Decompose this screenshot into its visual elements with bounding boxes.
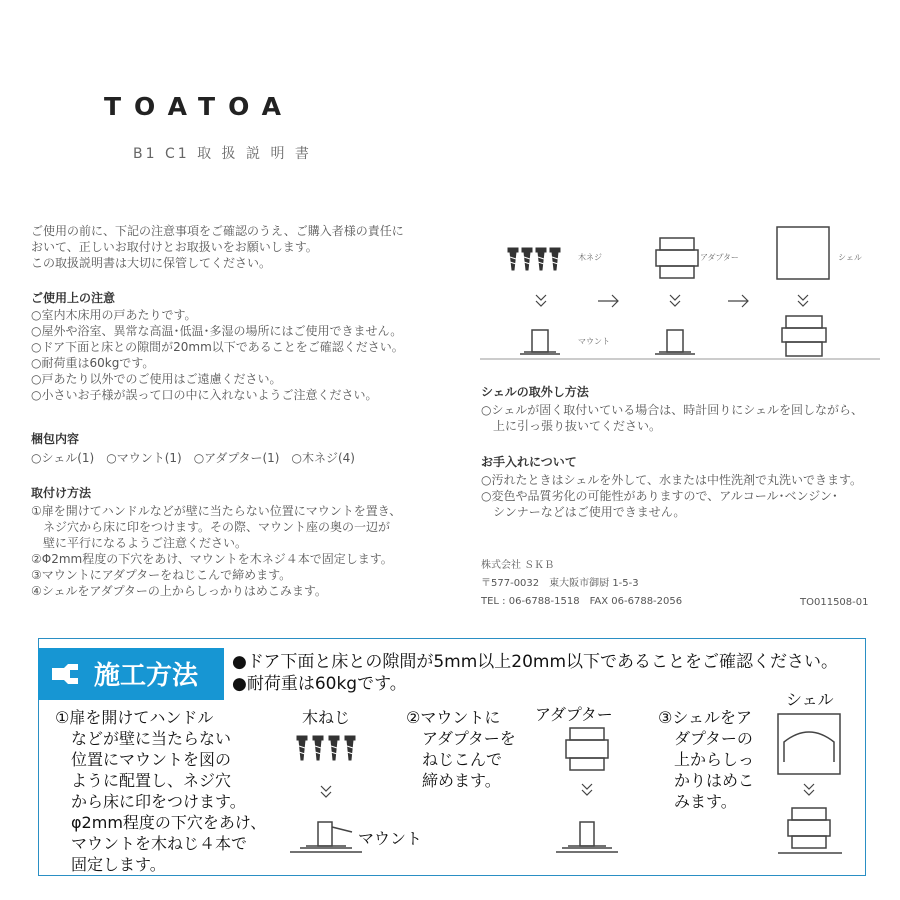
step-line: ダプターの (658, 729, 753, 748)
removal-line: 上に引っ張り抜いてください。 (481, 419, 662, 433)
step-line: ①扉を開けてハンドル (55, 708, 214, 727)
document-code: TO011508-01 (800, 597, 869, 608)
company-contact: TEL : 06-6788-1518 FAX 06-6788-2056 (481, 596, 683, 607)
step3-shell-label: シェル (786, 690, 834, 709)
install-step: ③マウントにアダプターをねじこんで締めます。 (31, 568, 292, 582)
intro-text (31, 223, 404, 271)
mount-icon (520, 330, 560, 354)
step-line: 位置にマウントを図の (55, 750, 232, 769)
chevron-down-icon (536, 295, 808, 306)
install-step: ①扉を開けてハンドルなどが壁に当たらない位置にマウントを置き、 (31, 504, 402, 518)
mount-icon (556, 822, 618, 852)
diagram-shell-label: シェル (838, 253, 862, 262)
intro-line: この取扱説明書は大切に保管してください。 (31, 256, 272, 270)
chevron-down-icon (804, 784, 814, 795)
caution-item: ○戸あたり以外でのご使用はご遠慮ください。 (31, 372, 282, 386)
arrow-right-icon (598, 295, 748, 307)
diagram-adapter-label: アダプター (700, 253, 739, 262)
diagram-screw-label: 木ネジ (578, 253, 602, 262)
caution-item: ○ドア下面と床との隙間が20mm以下であることをご確認ください。 (31, 340, 404, 354)
shell-icon (778, 714, 840, 774)
caution-item: ○屋外や浴室、異常な高温･低温･多湿の場所にはご使用できません。 (31, 324, 403, 338)
care-heading: お手入れについて (481, 455, 577, 469)
removal-line: ○シェルが固く取付いている場合は、時計回りにシェルを回しながら、 (481, 403, 863, 417)
assembled-stopper-icon (778, 808, 842, 853)
install-step: ④シェルをアダプターの上からしっかりはめこみます。 (31, 584, 327, 598)
cautions-heading: ご使用上の注意 (31, 291, 116, 305)
step-line: マウントを木ねじ４本で (55, 834, 248, 853)
caution-item: ○小さいお子様が誤って口の中に入れないようご注意ください。 (31, 388, 378, 402)
panel-note: ●耐荷重は60kgです。 (232, 674, 407, 694)
brand-logo: TOATOA (104, 92, 295, 121)
step-line: ねじこんで (406, 750, 503, 769)
step-line: 固定します。 (55, 855, 166, 874)
chevron-down-icon (321, 786, 331, 797)
step-line: アダプターを (406, 729, 516, 748)
install-step: ②Φ2mm程度の下穴をあけ、マウントを木ネジ４本で固定します。 (31, 552, 393, 566)
step1-mount-label: マウント (358, 829, 423, 848)
caution-item: ○室内木床用の戸あたりです。 (31, 308, 197, 322)
step-line: ように配置し、ネジ穴 (55, 771, 232, 790)
step-line: ③シェルをア (658, 708, 753, 727)
care-text (481, 472, 862, 520)
step-line: かりはめこ (658, 771, 755, 790)
document-subtitle: B1 C1 取 扱 説 明 書 (133, 146, 312, 162)
install-step: 壁に平行になるようご注意ください。 (31, 536, 248, 550)
step2-adapter-label: アダプター (535, 705, 613, 724)
diagram-mount-label: マウント (578, 337, 610, 346)
adapter-icon (566, 728, 608, 770)
screw-icon (508, 248, 560, 270)
install-step: ネジ穴から床に印をつけます。その際、マウント座の奥の一辺が (31, 520, 391, 534)
care-line: ○変色や品質劣化の可能性がありますので、アルコール･ベンジン･ (481, 489, 838, 503)
step2-diagram (556, 728, 626, 863)
step-line: ②マウントに (406, 708, 501, 727)
panel-step-3 (658, 707, 754, 812)
install-steps (31, 503, 401, 599)
step-line: から床に印をつけます。 (55, 792, 246, 811)
mount-icon (290, 822, 362, 852)
cautions-list (31, 307, 404, 403)
package-items: ○シェル(1) ○マウント(1) ○アダプター(1) ○木ネジ(4) (31, 451, 355, 465)
adapter-icon (656, 238, 698, 278)
wrench-icon (50, 660, 88, 688)
caution-item: ○耐荷重は60kgです。 (31, 356, 155, 370)
panel-title: 施工方法 (94, 661, 199, 691)
panel-step-2 (406, 707, 516, 791)
step-line: などが壁に当たらない (55, 729, 232, 748)
package-heading: 梱包内容 (31, 432, 80, 446)
care-line: ○汚れたときはシェルを外して、水または中性洗剤で丸洗いできます。 (481, 473, 863, 487)
step3-diagram (776, 712, 856, 862)
assembled-stopper-icon (782, 316, 826, 356)
removal-heading: シェルの取外し方法 (481, 385, 589, 399)
chevron-down-icon (582, 784, 592, 795)
step-line: φ2mm程度の下穴をあけ、 (55, 813, 267, 832)
step-line: 上からしっ (658, 750, 755, 769)
assembly-diagram (480, 220, 880, 365)
company-name: 株式会社 ＳＫＢ (481, 560, 555, 571)
removal-text (481, 402, 863, 434)
panel-note: ●ドア下面と床との隙間が5mm以上20mm以下であることをご確認ください。 (232, 652, 839, 672)
intro-line: ご使用の前に、下記の注意事項をご確認のうえ、ご購入者様の責任に (31, 224, 404, 238)
screw-icon (297, 736, 355, 760)
company-address: 〒577-0032 東大阪市御厨 1-5-3 (481, 578, 639, 589)
intro-line: おいて、正しいお取付けとお取扱いをお願いします。 (31, 240, 318, 254)
step-line: 締めます。 (406, 771, 501, 790)
panel-step-1 (55, 707, 266, 875)
care-line: シンナーなどはご使用できません。 (481, 505, 686, 519)
install-heading: 取付け方法 (31, 486, 92, 500)
step1-screw-label: 木ねじ (302, 708, 351, 727)
step-line: みます。 (658, 792, 737, 811)
mount-icon (655, 330, 695, 354)
shell-icon (777, 227, 829, 279)
